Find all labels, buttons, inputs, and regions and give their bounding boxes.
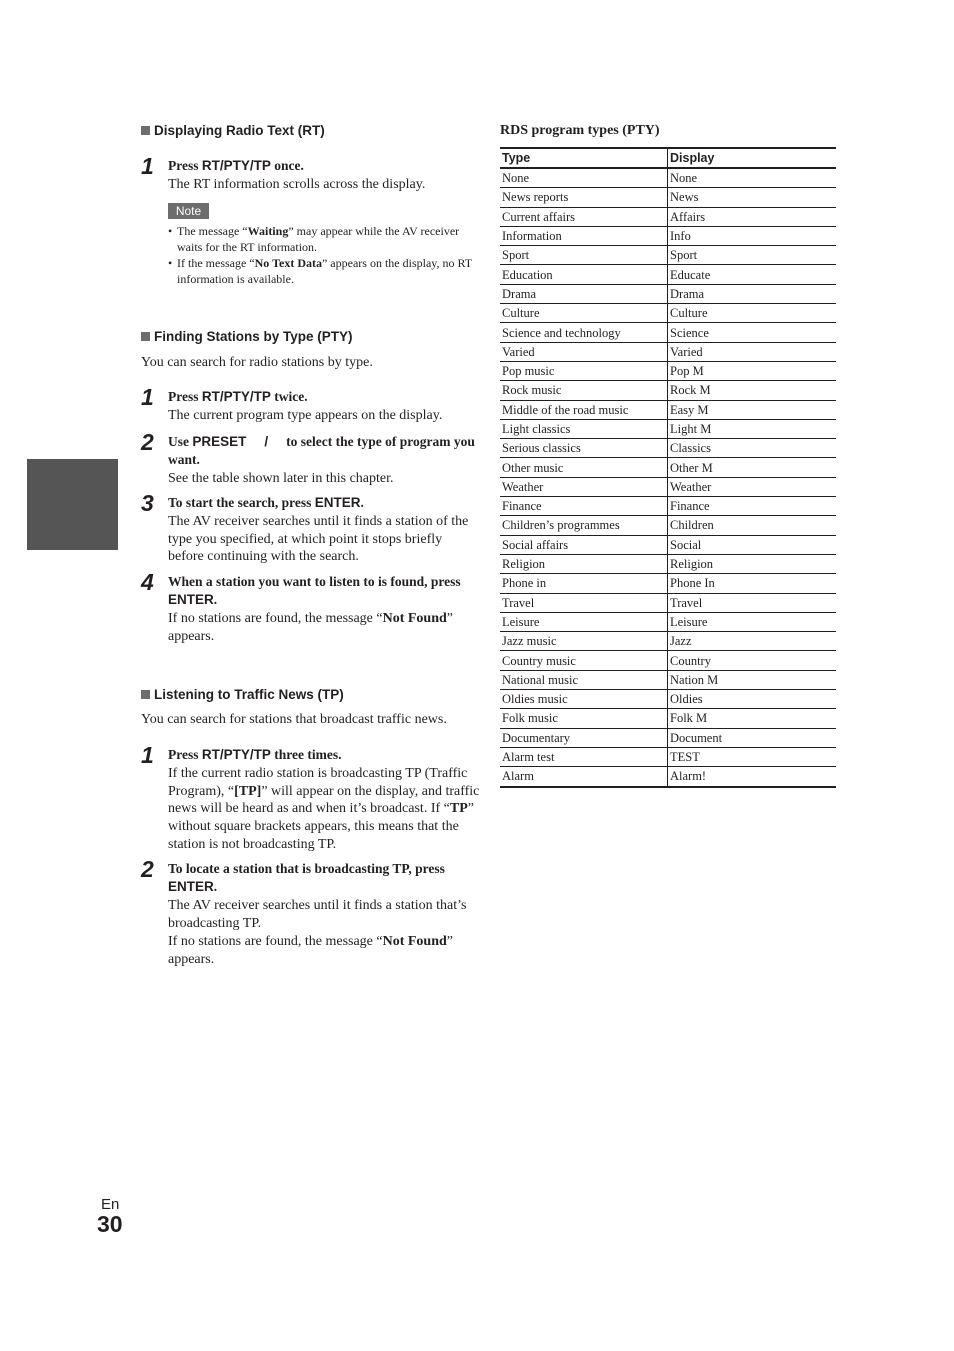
heading-label: Finding Stations by Type (PTY) [154, 329, 353, 344]
step-title-text: Use [168, 434, 193, 449]
pty-step-4 [141, 569, 481, 646]
table-row [500, 207, 836, 226]
cell-display: Other M [668, 458, 837, 477]
cell-type: News reports [500, 188, 668, 207]
cell-display: Nation M [668, 670, 837, 689]
cell-type: Country music [500, 651, 668, 670]
bullet-square-icon [141, 126, 150, 135]
body-text: If no stations are found, the message “ [168, 934, 383, 950]
display-indicator: [TP] [234, 783, 262, 799]
step-number: 1 [141, 153, 154, 179]
body-text: ” appears. [168, 611, 454, 644]
step-title-text: . [360, 495, 364, 510]
table-header-row [500, 148, 836, 168]
cell-type: Culture [500, 304, 668, 323]
pty-step-2 [141, 429, 481, 489]
cell-display: Phone In [668, 574, 837, 593]
cell-display: Classics [668, 439, 837, 458]
step-title-text: to select the type of program you want. [168, 434, 475, 467]
step-number: 1 [141, 384, 154, 410]
step-body-text: The AV receiver searches until it finds a station of the type you specified, at which point it stops briefly before continuing with the search. [168, 514, 469, 565]
step-title [168, 860, 481, 896]
table-caption: RDS program types (PTY) [500, 123, 660, 138]
page-language: En [101, 1196, 120, 1213]
table-row [500, 284, 836, 303]
table-row [500, 323, 836, 342]
table-row [500, 497, 836, 516]
heading-tp [141, 687, 344, 702]
note-item: • The message “Waiting” may appear while the AV receiver waits for the RT information. [168, 224, 460, 254]
note-text: The message “ [177, 224, 248, 238]
cell-type: Light classics [500, 419, 668, 438]
cell-display: Light M [668, 419, 837, 438]
cell-display: Sport [668, 246, 837, 265]
step-title [168, 746, 481, 764]
cell-display: Weather [668, 477, 837, 496]
table-row [500, 419, 836, 438]
cell-display: Country [668, 651, 837, 670]
step-body-text: The current program type appears on the display. [168, 408, 443, 423]
cell-type: Weather [500, 477, 668, 496]
step-number: 2 [141, 429, 154, 455]
cell-display: Leisure [668, 612, 837, 631]
cell-display: Folk M [668, 709, 837, 728]
step-body [168, 407, 481, 425]
key-name: RT/PTY/TP [201, 389, 271, 404]
cell-display: Finance [668, 497, 837, 516]
step-body-text [168, 933, 481, 968]
step-title-text: . [213, 879, 218, 894]
body-text: ” will appear on the display, and traffic news will be heard as and when it’s broadcast. If “ [168, 783, 480, 817]
table-row [500, 304, 836, 323]
cell-display: Children [668, 516, 837, 535]
table-row [500, 554, 836, 573]
key-name: ENTER [168, 592, 214, 607]
cell-display: Document [668, 728, 837, 747]
cell-type: Children’s programmes [500, 516, 668, 535]
step-body [168, 470, 481, 488]
cell-display: Drama [668, 284, 837, 303]
bullet-square-icon [141, 690, 150, 699]
table-row [500, 458, 836, 477]
table-row [500, 342, 836, 361]
cell-type: Phone in [500, 574, 668, 593]
step-body-text: The AV receiver searches until it finds a station that’s broadcasting TP. [168, 898, 467, 931]
cell-type: Leisure [500, 612, 668, 631]
key-separator: / [264, 434, 269, 449]
cell-type: Varied [500, 342, 668, 361]
step-title [168, 573, 481, 609]
table-body [500, 168, 836, 787]
heading-label: Listening to Traffic News (TP) [154, 687, 344, 702]
heading-label: Displaying Radio Text (RT) [154, 123, 325, 138]
table-row [500, 226, 836, 245]
step-title-text: When a station you want to listen to is found, press [168, 574, 461, 589]
table-row [500, 709, 836, 728]
step-title-text: Press [168, 747, 202, 762]
note-text: ” may appear while the AV receiver waits for the RT information. [177, 224, 460, 254]
key-name: ENTER [168, 879, 214, 894]
key-name: RT/PTY/TP [201, 158, 271, 173]
heading-pty [141, 329, 353, 344]
cell-type: Science and technology [500, 323, 668, 342]
table-row [500, 670, 836, 689]
step-title-text: once. [270, 158, 304, 173]
pty-table [500, 147, 836, 788]
cell-type: Jazz music [500, 632, 668, 651]
cell-type: Education [500, 265, 668, 284]
cell-display: None [668, 168, 837, 188]
cell-type: Drama [500, 284, 668, 303]
cell-display: Jazz [668, 632, 837, 651]
table-row [500, 516, 836, 535]
pty-intro: You can search for radio stations by type. [141, 355, 373, 370]
table-row [500, 477, 836, 496]
cell-type: Documentary [500, 728, 668, 747]
column-header-display: Display [668, 148, 837, 168]
step-title-text: To locate a station that is broadcasting TP, press [168, 861, 445, 876]
step-body [168, 176, 481, 194]
step-title-text: To start the search, press [168, 495, 315, 510]
column-header-type: Type [500, 148, 668, 168]
table-row [500, 168, 836, 188]
step-title-text: . [213, 592, 218, 607]
step-title-text: twice. [270, 389, 308, 404]
note-list [168, 223, 478, 287]
step-number: 3 [141, 490, 154, 516]
chapter-tab [27, 459, 118, 550]
cell-type: Travel [500, 593, 668, 612]
step-number: 1 [141, 742, 154, 768]
table-row [500, 265, 836, 284]
cell-type: Serious classics [500, 439, 668, 458]
message-text: Not Found [382, 611, 447, 626]
cell-type: National music [500, 670, 668, 689]
table-row [500, 400, 836, 419]
cell-type: Rock music [500, 381, 668, 400]
key-name: RT/PTY/TP [201, 747, 271, 762]
cell-display: Alarm! [668, 767, 837, 787]
body-text: If the current radio station is broadcasting TP (Traffic Program), “ [168, 766, 468, 799]
step-title [168, 494, 481, 512]
tp-step-2 [141, 856, 481, 970]
step-number: 2 [141, 856, 154, 882]
cell-type: Sport [500, 246, 668, 265]
table-row [500, 728, 836, 747]
step-title [168, 157, 481, 175]
body-text: ” appears. [168, 934, 454, 968]
body-text: If no stations are found, the message “ [168, 611, 383, 626]
cell-type: Oldies music [500, 690, 668, 709]
cell-type: Other music [500, 458, 668, 477]
cell-display: Educate [668, 265, 837, 284]
step-body-text [168, 765, 481, 854]
pty-step-1 [141, 384, 481, 426]
table-row [500, 612, 836, 631]
cell-display: Info [668, 226, 837, 245]
rt-step-1 [141, 153, 481, 195]
cell-display: Science [668, 323, 837, 342]
cell-type: Religion [500, 554, 668, 573]
cell-type: Alarm [500, 767, 668, 787]
step-title-text: Press [168, 389, 202, 404]
pty-step-3 [141, 490, 481, 567]
table-row [500, 632, 836, 651]
cell-display: News [668, 188, 837, 207]
key-name: ENTER [314, 495, 361, 510]
table-row [500, 574, 836, 593]
cell-display: Travel [668, 593, 837, 612]
note-text: ” appears on the display, no RT information is available. [177, 256, 472, 286]
cell-display: Easy M [668, 400, 837, 419]
cell-type: Pop music [500, 361, 668, 380]
step-body-text [168, 610, 481, 645]
note-message: No Text Data [254, 256, 322, 270]
display-indicator: TP [449, 801, 468, 817]
step-body-text: See the table shown later in this chapter. [168, 471, 394, 486]
bullet-square-icon [141, 332, 150, 341]
cell-display: Culture [668, 304, 837, 323]
tp-intro: You can search for stations that broadcast traffic news. [141, 712, 447, 727]
key-name: PRESET [192, 434, 247, 449]
tp-step-1 [141, 742, 481, 855]
cell-type: Middle of the road music [500, 400, 668, 419]
table-row [500, 246, 836, 265]
table-row [500, 767, 836, 787]
cell-display: Social [668, 535, 837, 554]
step-body-text: The RT information scrolls across the display. [168, 177, 426, 192]
step-body [168, 610, 481, 645]
table-row [500, 690, 836, 709]
table-row [500, 651, 836, 670]
cell-type: Social affairs [500, 535, 668, 554]
cell-type: None [500, 168, 668, 188]
step-body [168, 765, 481, 854]
step-body [168, 513, 481, 566]
note-badge: Note [168, 203, 209, 219]
cell-display: Religion [668, 554, 837, 573]
table-row [500, 535, 836, 554]
cell-display: Affairs [668, 207, 837, 226]
body-text: ” without square brackets appears, this means that the station is not broadcasting TP. [168, 801, 474, 852]
cell-type: Finance [500, 497, 668, 516]
note-message: Waiting [247, 224, 289, 238]
step-title [168, 433, 481, 469]
cell-display: Oldies [668, 690, 837, 709]
cell-type: Current affairs [500, 207, 668, 226]
cell-type: Alarm test [500, 747, 668, 766]
note-item: • If the message “No Text Data” appears on the display, no RT information is available. [168, 256, 472, 286]
step-title-text: three times. [270, 747, 342, 762]
page-number: 30 [97, 1211, 123, 1237]
cell-type: Information [500, 226, 668, 245]
note-text: If the message “ [177, 256, 255, 270]
step-number: 4 [141, 569, 154, 595]
step-title-text: Press [168, 158, 202, 173]
table-row [500, 381, 836, 400]
cell-type: Folk music [500, 709, 668, 728]
cell-display: TEST [668, 747, 837, 766]
table-row [500, 747, 836, 766]
message-text: Not Found [382, 934, 447, 950]
step-title [168, 388, 481, 406]
table-row [500, 593, 836, 612]
table-row [500, 439, 836, 458]
cell-display: Varied [668, 342, 837, 361]
heading-radio-text [141, 123, 325, 138]
cell-display: Pop M [668, 361, 837, 380]
table-row [500, 361, 836, 380]
cell-display: Rock M [668, 381, 837, 400]
step-body [168, 897, 481, 969]
table-row [500, 188, 836, 207]
